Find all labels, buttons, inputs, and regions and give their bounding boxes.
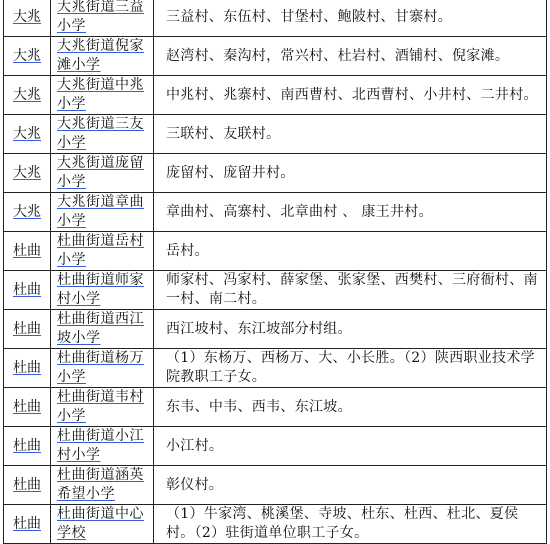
school-cell [51, 349, 154, 388]
street-cell [4, 193, 51, 232]
street-cell [4, 349, 51, 388]
street-cell [4, 232, 51, 271]
school-name: 杜曲街道中心学校 [57, 506, 144, 541]
villages-cell [154, 232, 547, 271]
school-district-table [3, 0, 547, 544]
street-cell [4, 310, 51, 349]
villages-cell [154, 193, 547, 232]
table-row [4, 505, 547, 544]
school-cell [51, 193, 154, 232]
villages-text: 小江村。 [166, 437, 224, 454]
villages-cell [154, 505, 547, 544]
street-name: 杜曲 [13, 359, 41, 376]
school-name: 杜曲街道韦村小学 [57, 389, 144, 424]
street-cell [4, 76, 51, 115]
school-name: 大兆街道三益小学 [57, 0, 144, 34]
villages-cell [154, 427, 547, 466]
school-cell [51, 271, 154, 310]
villages-text: 东韦、中韦、西韦、东江坡。 [166, 398, 352, 415]
school-cell [51, 505, 154, 544]
villages-text: 彰仪村。 [166, 476, 224, 493]
school-name: 大兆街道庞留小学 [57, 155, 144, 190]
school-cell [51, 466, 154, 505]
villages-text: 师家村、冯家村、薛家堡、张家堡、西樊村、三府衙村、南一村、南二村。 [166, 272, 538, 307]
villages-text: 西江坡村、东江坡部分村组。 [166, 320, 352, 337]
villages-cell [154, 0, 547, 37]
table-row [4, 427, 547, 466]
street-name: 大兆 [13, 47, 41, 64]
villages-text: 庞留村、庞留井村。 [166, 164, 295, 181]
street-name: 大兆 [13, 8, 41, 25]
school-cell [51, 310, 154, 349]
street-cell [4, 0, 51, 37]
school-name: 杜曲街道涵英希望小学 [57, 467, 144, 502]
school-name: 大兆街道章曲小学 [57, 194, 144, 229]
street-cell [4, 427, 51, 466]
villages-cell [154, 466, 547, 505]
school-name: 杜曲街道岳村小学 [57, 233, 144, 268]
villages-text: 赵湾村、秦沟村，常兴村、杜岩村、酒铺村、倪家滩。 [166, 47, 510, 64]
street-name: 杜曲 [13, 476, 41, 493]
villages-cell [154, 349, 547, 388]
table-row [4, 154, 547, 193]
street-name: 杜曲 [13, 281, 41, 298]
villages-cell [154, 271, 547, 310]
street-cell [4, 154, 51, 193]
table-row [4, 193, 547, 232]
villages-text: 三益村、东伍村、甘堡村、鲍陂村、甘寨村。 [166, 8, 452, 25]
school-cell [51, 388, 154, 427]
street-name: 大兆 [13, 164, 41, 181]
street-name: 杜曲 [13, 320, 41, 337]
street-cell [4, 505, 51, 544]
street-cell [4, 466, 51, 505]
villages-text: （1）牛家湾、桃溪堡、寺坡、杜东、杜西、杜北、夏侯村。（2）驻街道单位职工子女。 [166, 506, 519, 541]
villages-cell [154, 76, 547, 115]
villages-text: 章曲村、高寨村、北章曲村 、 康王井村。 [166, 203, 433, 220]
school-cell [51, 154, 154, 193]
street-name: 杜曲 [13, 398, 41, 415]
villages-cell [154, 37, 547, 76]
school-cell [51, 0, 154, 37]
school-cell [51, 115, 154, 154]
street-name: 大兆 [13, 125, 41, 142]
table-row [4, 466, 547, 505]
table-row [4, 0, 547, 37]
villages-text: （1）东杨万、西杨万、大、小长胜。（2）陕西职业技术学院教职工子女。 [166, 350, 535, 385]
table-row [4, 271, 547, 310]
street-name: 杜曲 [13, 242, 41, 259]
table-row [4, 115, 547, 154]
school-cell [51, 427, 154, 466]
school-cell [51, 37, 154, 76]
villages-cell [154, 388, 547, 427]
school-name: 大兆街道中兆小学 [57, 77, 144, 112]
street-cell [4, 271, 51, 310]
school-cell [51, 76, 154, 115]
street-name: 大兆 [13, 86, 41, 103]
street-name: 杜曲 [13, 515, 41, 532]
villages-text: 岳村。 [166, 242, 209, 259]
table-row [4, 76, 547, 115]
table-row [4, 310, 547, 349]
street-name: 杜曲 [13, 437, 41, 454]
table-row [4, 349, 547, 388]
school-cell [51, 232, 154, 271]
villages-cell [154, 115, 547, 154]
school-name: 杜曲街道小江村小学 [57, 428, 144, 463]
street-cell [4, 37, 51, 76]
school-name: 杜曲街道师家村小学 [57, 272, 144, 307]
street-cell [4, 115, 51, 154]
villages-text: 中兆村、兆寨村、南西曹村、北西曹村、小井村、二井村。 [166, 86, 538, 103]
villages-text: 三联村、友联村。 [166, 125, 281, 142]
villages-cell [154, 310, 547, 349]
street-cell [4, 388, 51, 427]
villages-cell [154, 154, 547, 193]
school-name: 大兆街道倪家滩小学 [57, 38, 144, 73]
school-name: 杜曲街道西江坡小学 [57, 311, 144, 346]
school-name: 杜曲街道杨万小学 [57, 350, 144, 385]
table-row [4, 37, 547, 76]
school-name: 大兆街道三友小学 [57, 116, 144, 151]
street-name: 大兆 [13, 203, 41, 220]
table-row [4, 388, 547, 427]
table-row [4, 232, 547, 271]
